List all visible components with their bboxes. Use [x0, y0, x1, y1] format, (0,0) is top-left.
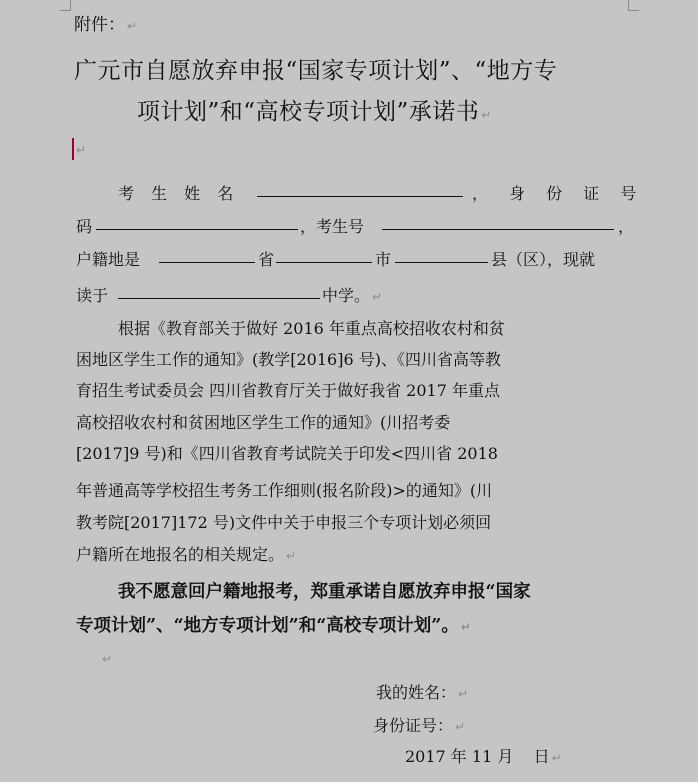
title-line-2: 项计划”和“高校专项计划”承诺书 ↵: [137, 99, 492, 125]
exam-number-comma: ，: [618, 217, 635, 236]
province-blank[interactable]: [159, 248, 255, 263]
name-label: 考 生 姓 名: [118, 184, 240, 203]
signature-name-label: 我的姓名： ↵: [376, 683, 469, 702]
body-line-2: 困地区学生工作的通知》(教学[2016]6 号)、《四川省高等教: [76, 350, 501, 369]
body-line-4: 高校招收农村和贫困地区学生工作的通知》(川招考委: [76, 413, 451, 432]
margin-corner-top-left: [60, 0, 71, 11]
study-label: 读于: [76, 286, 109, 305]
signature-id-label: 身份证号： ↵: [373, 716, 466, 735]
empty-paragraph-mark: ↵: [76, 143, 87, 157]
signature-date: 2017 年 11 月 日 ↵: [405, 747, 562, 766]
city-blank[interactable]: [276, 248, 372, 263]
body-line-6: 年普通高等学校招生考务工作细则(报名阶段)>的通知》(川: [76, 481, 493, 500]
exam-number-blank[interactable]: [382, 215, 614, 230]
city-label: 市: [375, 250, 392, 269]
name-comma: ，: [472, 184, 489, 203]
body-line-5: [2017]9 号)和《四川省教育考试院关于印发<四川省 2018: [76, 444, 498, 463]
body-line-3: 育招生考试委员会 四川省教育厅关于做好我省 2017 年重点: [76, 381, 500, 400]
title-line-1: 广元市自愿放弃申报“国家专项计划”、“地方专: [74, 58, 558, 84]
attachment-label: 附件： ↵: [74, 15, 138, 35]
margin-corner-top-right: [628, 0, 639, 11]
county-blank[interactable]: [395, 248, 488, 263]
pledge-line-1: 我不愿意回户籍地报考，郑重承诺自愿放弃申报“国家: [118, 582, 531, 602]
county-label: 县（区），现就: [491, 250, 596, 269]
body-line-8: 户籍所在地报名的相关规定。 ↵: [76, 545, 297, 564]
id-number-blank[interactable]: [96, 215, 298, 230]
body-line-7: 教考院[2017]172 号)文件中关于申报三个专项计划必须回: [76, 513, 492, 532]
text-cursor[interactable]: [72, 138, 74, 160]
school-blank[interactable]: [118, 284, 320, 299]
pledge-line-2: 专项计划”、“地方专项计划”和“高校专项计划”。 ↵: [76, 616, 471, 636]
name-blank[interactable]: [257, 182, 463, 197]
hukou-label: 户籍地是: [76, 250, 141, 269]
school-suffix: 中学。 ↵: [322, 286, 383, 305]
id-label-part-a: 身 份 证 号: [509, 184, 645, 203]
province-label: 省: [258, 250, 275, 269]
body-line-1: 根据《教育部关于做好 2016 年重点高校招收农村和贫: [118, 319, 505, 338]
id-label-part-b: 码: [76, 217, 93, 236]
empty-line-mark: ↵: [102, 652, 113, 666]
exam-number-label: ，考生号: [300, 217, 365, 236]
